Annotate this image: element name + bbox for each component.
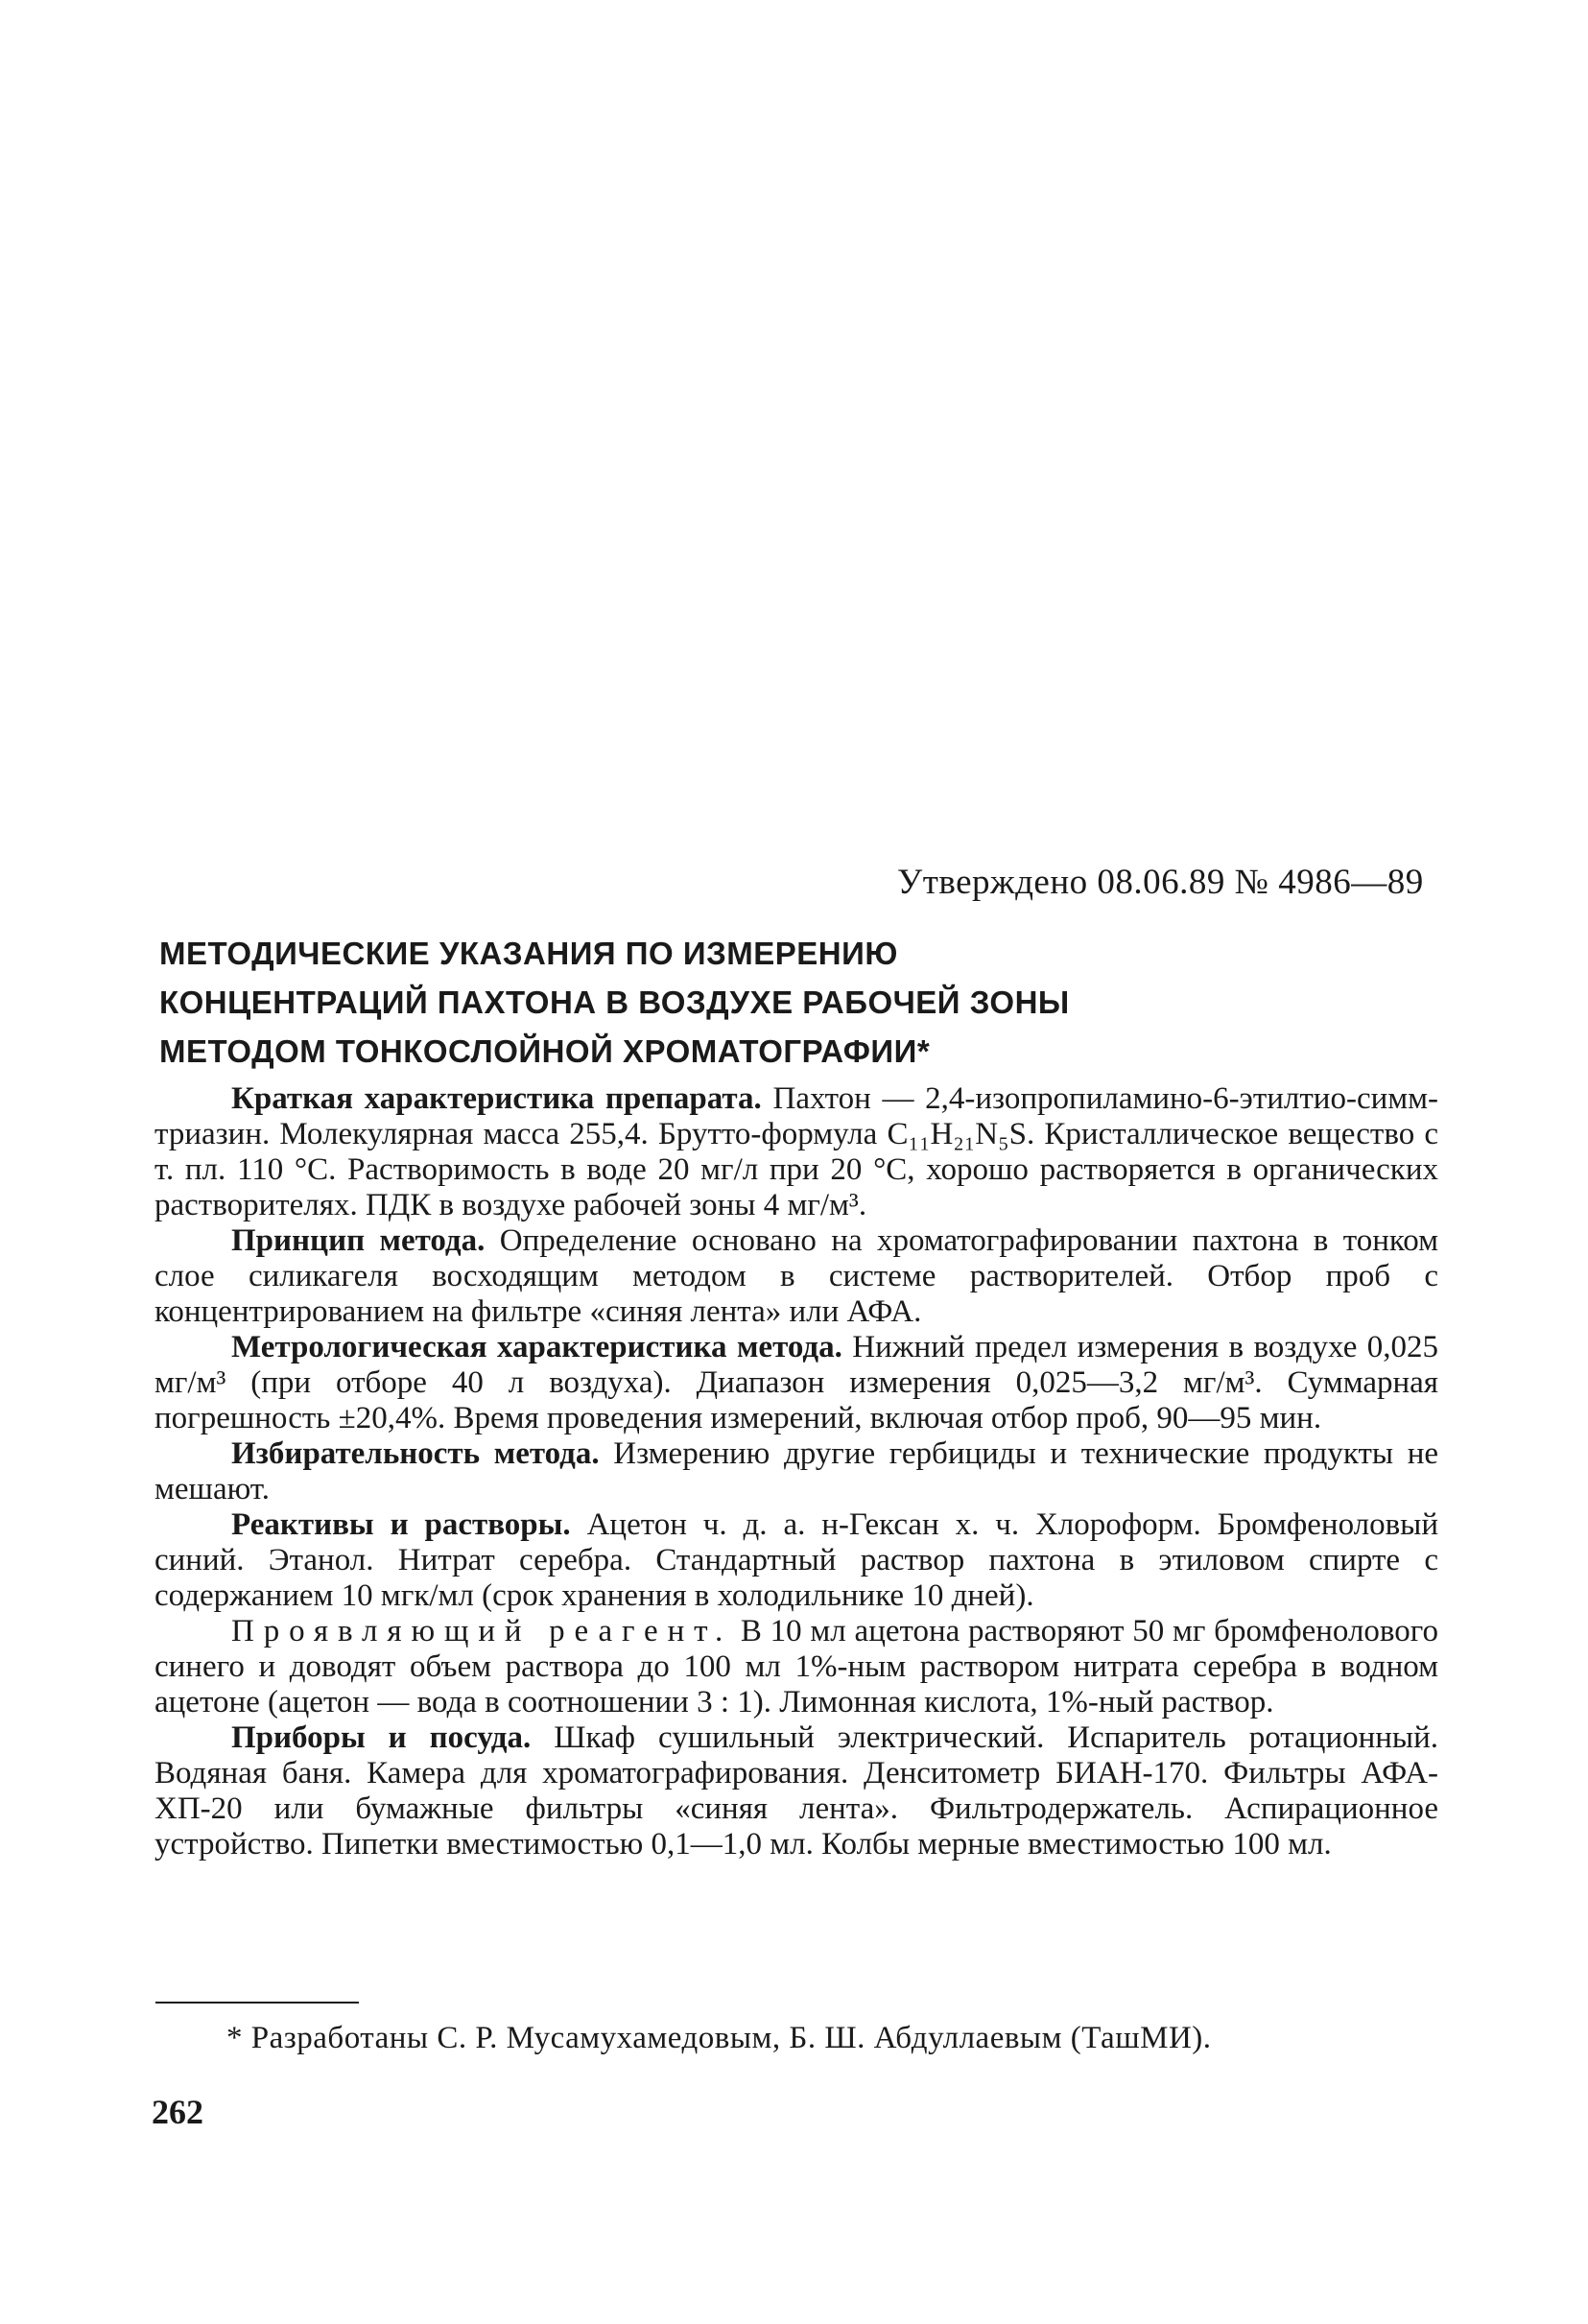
document-title	[159, 929, 1445, 1076]
section-text: Пахтон — 2,4-изопропиламино-6-этилтио-симм-триазин. Молекулярная масса 255,4. Брутто-формула C₁₁H₂₁N₅S. Кристаллическое вещество с т. пл. 110 °С. Растворимость в воде 20 мг/л при 20 °С, хорошо растворяется в органических растворителях. ПДК в воздухе рабочей зоны 4 мг/м³.	[154, 1081, 1439, 1222]
title-line-3: МЕТОДОМ ТОНКОСЛОЙНОЙ ХРОМАТОГРАФИИ*	[159, 1033, 931, 1069]
section-reagents	[154, 1507, 1438, 1614]
section-heading: Реактивы и растворы.	[231, 1507, 571, 1542]
section-text: Шкаф сушильный электрический. Испаритель ротационный. Водяная баня. Камера для хроматографирования. Денситометр БИАН-170. Фильтры АФА-ХП-20 или бумажные фильтры «синяя лента». Фильтродержатель. Аспирационное устройство. Пипетки вместимостью 0,1—1,0 мл. Колбы мерные вместимостью 100 мл.	[154, 1720, 1439, 1862]
section-metrology	[154, 1330, 1438, 1436]
section-text: Измерению другие гербициды и технические продукты не мешают.	[154, 1436, 1438, 1506]
section-equipment	[154, 1720, 1438, 1862]
section-heading: Избирательность метода.	[231, 1436, 600, 1471]
page-number: 262	[152, 2093, 203, 2131]
document-body	[154, 1081, 1438, 1862]
section-text: Ацетон ч. д. а. н-Гексан х. ч. Хлороформ. Бромфеноловый синий. Этанол. Нитрат серебра. Стандартный раствор пахтона в этиловом спирте с содержанием 10 мгк/мл (срок хранения в холодильнике 10 дней).	[154, 1507, 1439, 1613]
section-heading: Проявляющий реагент.	[231, 1614, 733, 1648]
section-heading: Приборы и посуда.	[231, 1720, 532, 1755]
section-heading: Краткая характеристика препарата.	[231, 1081, 762, 1116]
section-text: В 10 мл ацетона растворяют 50 мг бромфенолового синего и доводят объем раствора до 100 мл 1%-ным раствором нитрата серебра в водном ацетоне (ацетон — вода в соотношении 3 : 1). Лимонная кислота, 1%-ный раствор.	[154, 1614, 1438, 1719]
section-developer	[154, 1614, 1438, 1720]
section-characteristics	[154, 1081, 1438, 1223]
section-text: Определение основано на хроматографировании пахтона в тонком слое силикагеля восходящим методом в системе растворителей. Отбор проб с концентрированием на фильтре «синяя лента» или АФА.	[154, 1223, 1438, 1329]
section-text: Нижний предел измерения в воздухе 0,025 мг/м³ (при отборе 40 л воздуха). Диапазон измерения 0,025—3,2 мг/м³. Суммарная погрешность ±20,4%. Время проведения измерений, включая отбор проб, 90—95 мин.	[154, 1330, 1439, 1435]
approval-line: Утверждено 08.06.89 № 4986—89	[897, 863, 1424, 902]
section-heading: Метрологическая характеристика метода.	[231, 1330, 842, 1364]
section-principle	[154, 1223, 1438, 1330]
section-heading: Принцип метода.	[231, 1223, 486, 1258]
footnote: * Разработаны С. Р. Мусамухамедовым, Б. Ш. Абдуллаевым (ТашМИ).	[226, 2021, 1212, 2055]
section-selectivity	[154, 1436, 1438, 1507]
title-line-1: МЕТОДИЧЕСКИЕ УКАЗАНИЯ ПО ИЗМЕРЕНИЮ	[159, 936, 898, 971]
title-line-2: КОНЦЕНТРАЦИЙ ПАХТОНА В ВОЗДУХЕ РАБОЧЕЙ ЗОНЫ	[159, 984, 1070, 1020]
footnote-divider	[155, 2002, 359, 2004]
